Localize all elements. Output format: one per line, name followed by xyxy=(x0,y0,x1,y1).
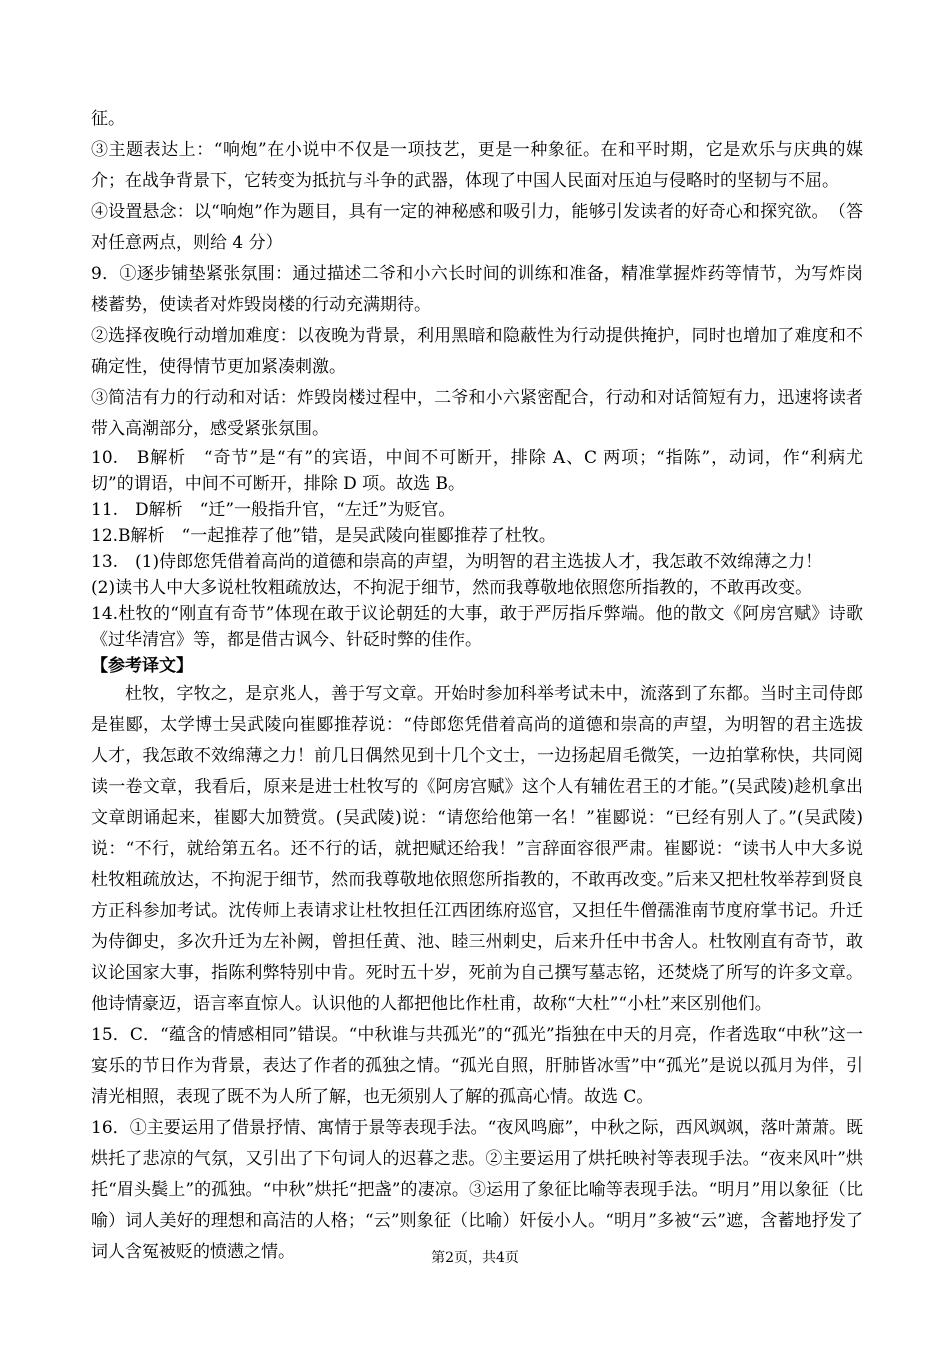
answer-8-point-3: ③主题表达上：“响炮”在小说中不仅是一项技艺，更是一种象征。在和平时期，它是欢乐与庆典的媒介；在战争背景下，它转变为抵抗与斗争的武器，体现了中国人民面对压迫与侵略时的坚韧与不屈。 xyxy=(91,140,863,191)
answer-9-point-1: 9．①逐步铺垫紧张氛围：通过描述二爷和小六长时间的训练和准备，精准掌握炸药等情节，为写炸岗楼蓄势，使读者对炸毁岗楼的行动充满期待。 xyxy=(91,264,863,315)
translation-heading: 【参考译文】 xyxy=(91,656,193,676)
answer-8-point-4: ④设置悬念：以“响炮”作为题目，具有一定的神秘感和吸引力，能够引发读者的好奇心和探究欲。 （答对任意两点，则给 4 分） xyxy=(91,202,863,253)
document-body xyxy=(91,104,863,1268)
answer-12: 12.B解析 “一起推荐了他”错，是吴武陵向崔郾推荐了杜牧。 xyxy=(91,526,556,546)
paragraph-continuation: 征。 xyxy=(91,109,125,129)
answer-9-point-2: ②选择夜晚行动增加难度：以夜晚为背景，利用黑暗和隐蔽性为行动提供掩护，同时也增加了难度和不确定性，使得情节更加紧凑刺激。 xyxy=(91,326,863,377)
answer-13-part-1: 13. (1)侍郎您凭借着高尚的道德和崇高的声望，为明智的君主选拔人才，我怎敢不效绵薄之力！ xyxy=(91,552,823,572)
answer-15: 15．C．“蕴含的情感相同”错误。“中秋谁与共孤光”的“孤光”指独在中天的月亮，作者选取“中秋”这一宴乐的节日作为背景，表达了作者的孤独之情。“孤光自照，肝肺皆冰雪”中“孤光”是说以孤月为伴，引清光相照，表现了既不为人所了解，也无须别人了解的孤高心情。故选 C。 xyxy=(91,1025,863,1107)
answer-14: 14.杜牧的“刚直有奇节”体现在敢于议论朝廷的大事，敢于严厉指斥弊端。他的散文《阿房宫赋》诗歌《过华清宫》等，都是借古讽今、针砭时弊的佳作。 xyxy=(91,604,863,650)
answer-11: 11. D解析 “迁”一般指升官，“左迁”为贬官。 xyxy=(91,500,456,520)
answer-10: 10. B解析 “奇节”是“有”的宾语，中间不可断开，排除 A、C 两项；“指陈”，动词，作“利病尤切”的谓语，中间不可断开，排除 D 项。故选 B。 xyxy=(91,448,863,494)
answer-16: 16．①主要运用了借景抒情、寓情于景等表现手法。“夜风鸣廊”，中秋之际，西风飒飒，落叶萧萧。既烘托了悲凉的气氛，又引出了下句词人的迟暮之悲。②主要运用了烘托映衬等表现手法。“夜来风叶”烘托“眉头鬓上”的孤独。“中秋”烘托“把盏”的凄凉。③运用了象征比喻等表现手法。“明月”用以象征（比喻）词人美好的理想和高洁的人格；“云”则象征（比喻）奸佞小人。“明月”多被“云”遮，含蓄地抒发了词人含冤被贬的愤懑之情。 xyxy=(91,1118,863,1262)
page-number: 第2页，共4页 xyxy=(431,1250,519,1266)
translation-text: 杜牧，字牧之，是京兆人，善于写文章。开始时参加科举考试未中，流落到了东都。当时主司侍郎是崔郾，太学博士吴武陵向崔郾推荐说：“侍郎您凭借着高尚的道德和崇高的声望，为明智的君主选拔人才，我怎敢不效绵薄之力！前几日偶然见到十几个文士，一边扬起眉毛微笑，一边拍掌称快，共同阅读一卷文章，我看后，原来是进士杜牧写的《阿房宫赋》这个人有辅佐君王的才能。”(吴武陵)趁机拿出文章朗诵起来，崔郾大加赞赏。(吴武陵)说：“请您给他第一名！”崔郾说：“已经有别人了。”(吴武陵)说：“不行，就给第五名。还不行的话，就把赋还给我！”言辞面容很严肃。崔郾说：“读书人中大多说杜牧粗疏放达，不拘泥于细节，然而我尊敬地依照您所指教的，不敢再改变。”后来又把杜牧举荐到贤良方正科参加考试。沈传师上表请求让杜牧担任江西团练府巡官，又担任牛僧孺淮南节度府掌书记。升迁为侍御史，多次升迁为左补阙，曾担任黄、池、睦三州刺史，后来升任中书舍人。杜牧刚直有奇节，敢议论国家大事，指陈利弊特别中肯。死时五十岁，死前为自己撰写墓志铭，还焚烧了所写的许多文章。他诗情豪迈，语言率直惊人。认识他的人都把他比作杜甫，故称“大杜”“小杜”来区别他们。 xyxy=(91,684,863,1014)
answer-13-part-2: (2)读书人中大多说杜牧粗疏放达，不拘泥于细节，然而我尊敬地依照您所指教的，不敢再改变。 xyxy=(91,578,813,598)
answer-9-point-3: ③简洁有力的行动和对话：炸毁岗楼过程中，二爷和小六紧密配合，行动和对话简短有力，迅速将读者带入高潮部分，感受紧张氛围。 xyxy=(91,388,863,439)
